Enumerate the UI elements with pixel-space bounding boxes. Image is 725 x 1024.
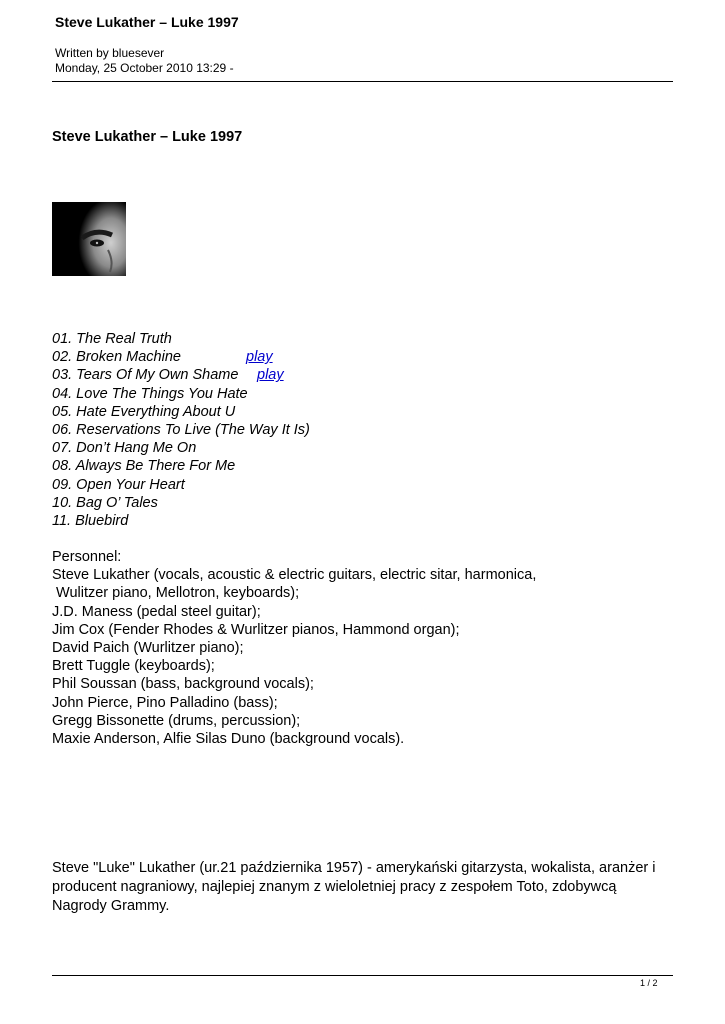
track-item: 04. Love The Things You Hate xyxy=(52,385,248,402)
track-item: 03. Tears Of My Own Shame play xyxy=(52,367,284,384)
bio-paragraph: Steve "Luke" Lukather (ur.21 października 1957) - amerykański gitarzysta, wokalista, aranżer i producent nagraniowy, najlepiej znanym z wieloletniej pracy z zespołem Toto, zdobywcą Nagrody Grammy. xyxy=(52,860,656,914)
personnel-line: Maxie Anderson, Alfie Silas Duno (background vocals). xyxy=(52,731,405,748)
track-item: 05. Hate Everything About U xyxy=(52,403,236,420)
date-line: Monday, 25 October 2010 13:29 - xyxy=(55,61,234,75)
personnel-line: David Paich (Wurlitzer piano); xyxy=(52,640,244,657)
play-link[interactable]: play xyxy=(246,349,273,366)
personnel-line: Steve Lukather (vocals, acoustic & electric guitars, electric sitar, harmonica, xyxy=(52,567,537,584)
personnel-line: Jim Cox (Fender Rhodes & Wurlitzer pianos, Hammond organ); xyxy=(52,621,460,638)
album-cover-image xyxy=(52,202,126,276)
tracklist xyxy=(52,330,310,530)
personnel-line: Wulitzer piano, Mellotron, keyboards); xyxy=(52,585,300,602)
personnel-line: Gregg Bissonette (drums, percussion); xyxy=(52,712,301,729)
article-title: Steve Lukather – Luke 1997 xyxy=(52,129,243,145)
header-title: Steve Lukather – Luke 1997 xyxy=(55,14,239,30)
track-item: 10. Bag O’ Tales xyxy=(52,494,158,511)
play-link[interactable]: play xyxy=(257,367,284,384)
author-line: Written by bluesever xyxy=(55,46,165,60)
track-item: 07. Don’t Hang Me On xyxy=(52,440,197,457)
personnel-line: Phil Soussan (bass, background vocals); xyxy=(52,676,314,693)
track-item: 02. Broken Machine play xyxy=(52,349,273,366)
track-item: 11. Bluebird xyxy=(52,513,129,530)
personnel-line: John Pierce, Pino Palladino (bass); xyxy=(52,694,278,711)
track-item: 01. The Real Truth xyxy=(52,331,172,347)
page-number: 1 / 2 xyxy=(640,978,658,988)
header-meta xyxy=(55,46,234,76)
personnel-heading: Personnel: xyxy=(52,549,122,565)
footer-divider xyxy=(52,975,673,976)
header-divider xyxy=(52,81,673,82)
personnel-line: J.D. Maness (pedal steel guitar); xyxy=(52,603,261,620)
track-item: 08. Always Be There For Me xyxy=(52,458,236,475)
personnel-list xyxy=(52,548,536,748)
track-item: 06. Reservations To Live (The Way It Is) xyxy=(52,422,310,439)
track-item: 09. Open Your Heart xyxy=(52,476,185,493)
personnel-line: Brett Tuggle (keyboards); xyxy=(52,658,215,675)
